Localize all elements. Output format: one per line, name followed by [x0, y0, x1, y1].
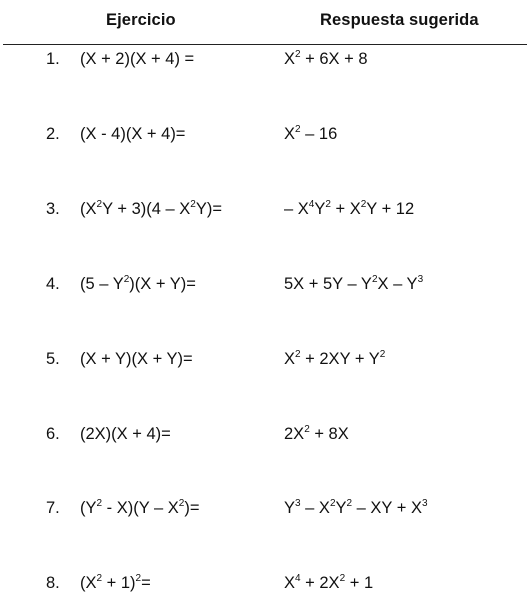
- suggested-answer: $2X^2 + 8X$: [284, 424, 349, 443]
- exercise-expression: $(X^2Y + 3)(4 - X^2Y)=$: [80, 199, 222, 218]
- row-number: 2.: [46, 125, 60, 143]
- column-header-answer: Respuesta sugerida: [320, 11, 479, 29]
- exercise-expression: $(Y^2 - X)(Y - X^2)=$: [80, 498, 200, 517]
- exponent: 2: [360, 199, 367, 210]
- exponent: 2: [304, 424, 310, 435]
- row-number: 5.: [46, 350, 60, 368]
- exponent: 2: [190, 199, 196, 210]
- row-number: 3.: [46, 200, 60, 218]
- suggested-answer: $Y^3 - X^2Y^2$ – XY + $X^3$: [284, 498, 428, 517]
- exponent: 2: [329, 498, 336, 509]
- row-number: 7.: [46, 499, 60, 517]
- exercise-expression: $(5 - Y^2)(X + Y)=$: [80, 274, 196, 293]
- exponent: 3: [421, 498, 428, 509]
- exponent: 2: [123, 274, 130, 285]
- table-header: [0, 0, 528, 45]
- exercise-expression: (X + Y)(X + Y)=: [80, 350, 193, 368]
- row-number: 1.: [46, 50, 60, 68]
- exponent: 2: [96, 498, 103, 509]
- exponent: 2: [371, 274, 378, 285]
- row-number: 8.: [46, 574, 60, 592]
- exponent: 3: [417, 274, 424, 285]
- exercise-expression: (2X)(X + 4)=: [80, 425, 171, 443]
- suggested-answer: – $X^4Y^2 + X^2Y + 12$: [284, 199, 415, 218]
- exercise-expression: $(X^2 + 1)^2=$: [80, 573, 151, 592]
- exercise-expression: (X + 2)(X + 4) =: [80, 50, 195, 68]
- table-row: [0, 46, 528, 72]
- exponent: 2: [346, 498, 353, 509]
- exponent: 2: [295, 124, 301, 135]
- table-row: [0, 271, 528, 297]
- exponent: 2: [379, 349, 386, 360]
- exponent: 3: [295, 498, 301, 509]
- suggested-answer: $X^2 - 16$: [284, 124, 338, 143]
- suggested-answer: $5X + 5Y - Y^2X - Y^3$: [284, 274, 424, 293]
- exponent: 2: [295, 49, 301, 60]
- column-header-exercise: Ejercicio: [106, 11, 176, 29]
- exponent: 2: [295, 349, 301, 360]
- exponent: 2: [96, 199, 103, 210]
- table-row: [0, 346, 528, 372]
- suggested-answer: $X^2 + 2XY + Y^2$: [284, 349, 386, 368]
- exponent: 4: [295, 573, 301, 584]
- row-number: 6.: [46, 425, 60, 443]
- suggested-answer: $X^4 + 2X^2 + 1$: [284, 573, 374, 592]
- table-row: [0, 570, 528, 596]
- exercise-expression: (X - 4)(X + 4)=: [80, 125, 186, 143]
- exponent: 2: [325, 199, 331, 210]
- table-row: [0, 495, 528, 521]
- table-row: [0, 121, 528, 147]
- exponent: 2: [339, 573, 346, 584]
- exponent: 2: [178, 498, 185, 509]
- table-row: [0, 196, 528, 222]
- suggested-answer: $X^2 + 6X + 8$: [284, 49, 368, 68]
- exponent: 4: [308, 199, 315, 210]
- exponent: 2: [96, 573, 103, 584]
- header-divider: [3, 44, 527, 45]
- row-number: 4.: [46, 275, 60, 293]
- exponent: 2: [135, 573, 142, 584]
- table-row: [0, 421, 528, 447]
